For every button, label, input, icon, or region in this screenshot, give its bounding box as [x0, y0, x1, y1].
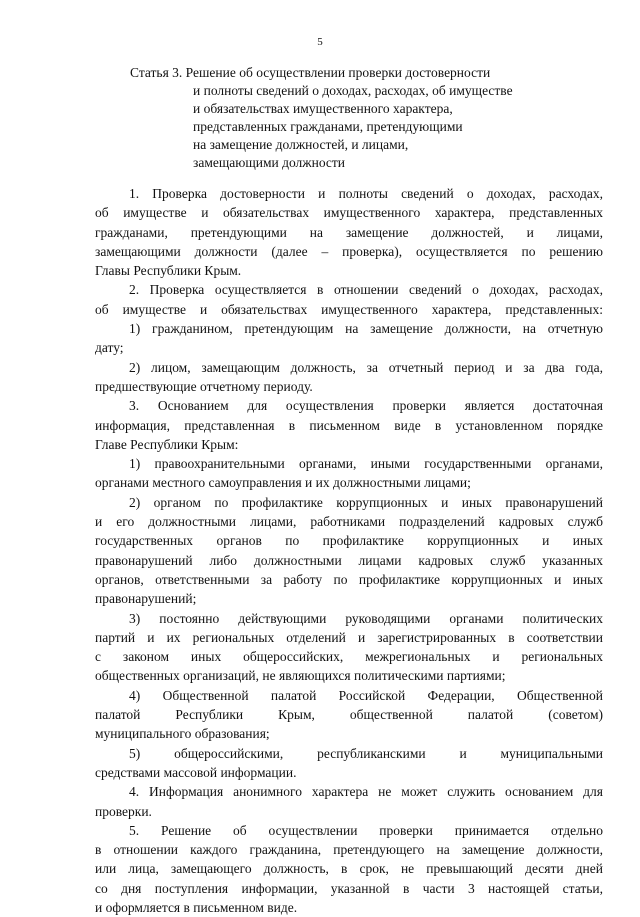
body-line: 2) лицом, замещающим должность, за отчетный период и за два года,: [129, 359, 603, 375]
body-line: 5) общероссийскими, республиканскими и муниципальными: [129, 745, 603, 761]
article-heading: [0, 64, 640, 172]
body-line: гражданами, претендующими на замещение должностей, и лицами,: [95, 224, 603, 240]
body-line: 1. Проверка достоверности и полноты сведений о доходах, расходах,: [129, 186, 603, 201]
body-line: в отношении каждого гражданина, претендующего на замещение должности,: [95, 842, 603, 858]
body-line: органов, ответственными за работу по профилактике коррупционных и иных: [95, 571, 603, 587]
body-line: Главе Республики Крым:: [95, 436, 239, 452]
article-heading-line: и полноты сведений о доходах, расходах, об имуществе: [193, 83, 513, 98]
body-line: проверки.: [95, 803, 152, 819]
article-heading-line: представленных гражданами, претендующими: [193, 119, 463, 134]
body-line: палатой Республики Крым, общественной палатой (советом): [95, 707, 603, 723]
body-line: средствами массовой информации.: [95, 764, 297, 780]
body-line: об имуществе и обязательствах имущественного характера, представленных: [95, 205, 603, 221]
body-line: Главы Республики Крым.: [95, 263, 242, 279]
body-line: со дня поступления информации, указанной в части 3 настоящей статьи,: [95, 880, 603, 896]
body-line: или лица, замещающего должность, в срок, не превышающий десяти дней: [95, 861, 603, 877]
article-body: [95, 184, 603, 917]
body-line: предшествующие отчетному периоду.: [95, 378, 313, 394]
body-line: и оформляется в письменном виде.: [95, 899, 298, 915]
article-heading-line: и обязательствах имущественного характера,: [193, 101, 453, 116]
article-heading-line: Статья 3. Решение об осуществлении проверки достоверности: [130, 65, 491, 80]
body-line: информация, представленная в письменном виде в установленном порядке: [95, 417, 603, 433]
body-line: и его должностными лицами, работниками подразделений кадровых служб: [95, 514, 603, 530]
body-line: 3. Основанием для осуществления проверки является достаточная: [129, 398, 603, 414]
body-line: замещающими должности (далее – проверка), осуществляется по решению: [95, 243, 603, 259]
body-line: 4. Информация анонимного характера не может служить основанием для: [129, 784, 603, 800]
body-line: государственных органов по профилактике коррупционных и иных: [95, 533, 603, 549]
body-line: общественных организаций, не являющихся политическими партиями;: [95, 668, 506, 684]
body-line: 2) органом по профилактике коррупционных и иных правонарушений: [129, 494, 603, 510]
body-line: с законом иных общероссийских, межрегиональных и региональных: [95, 649, 603, 665]
article-heading-line: замещающими должности: [193, 155, 346, 170]
body-line: правонарушений;: [95, 591, 197, 607]
article-heading-line: на замещение должностей, и лицами,: [193, 137, 409, 152]
body-line: партий и их региональных отделений и зарегистрированных в соответствии: [95, 629, 603, 645]
body-line: 4) Общественной палатой Российской Федерации, Общественной: [129, 687, 603, 703]
body-line: 1) правоохранительными органами, иными государственными органами,: [129, 456, 603, 472]
page-number: 5: [317, 36, 323, 48]
body-line: правонарушений либо должностными лицами кадровых служб указанных: [95, 552, 603, 568]
body-line: 1) гражданином, претендующим на замещение должности, на отчетную: [129, 321, 603, 337]
body-line: 3) постоянно действующими руководящими органами политических: [129, 610, 603, 626]
body-line: дату;: [95, 340, 124, 356]
body-line: 2. Проверка осуществляется в отношении сведений о доходах, расходах,: [129, 282, 603, 298]
body-line: органами местного самоуправления и их должностными лицами;: [95, 475, 471, 491]
body-line: об имуществе и обязательствах имущественного характера, представленных:: [95, 301, 603, 317]
body-line: муниципального образования;: [95, 726, 270, 742]
body-line: 5. Решение об осуществлении проверки принимается отдельно: [129, 822, 603, 838]
